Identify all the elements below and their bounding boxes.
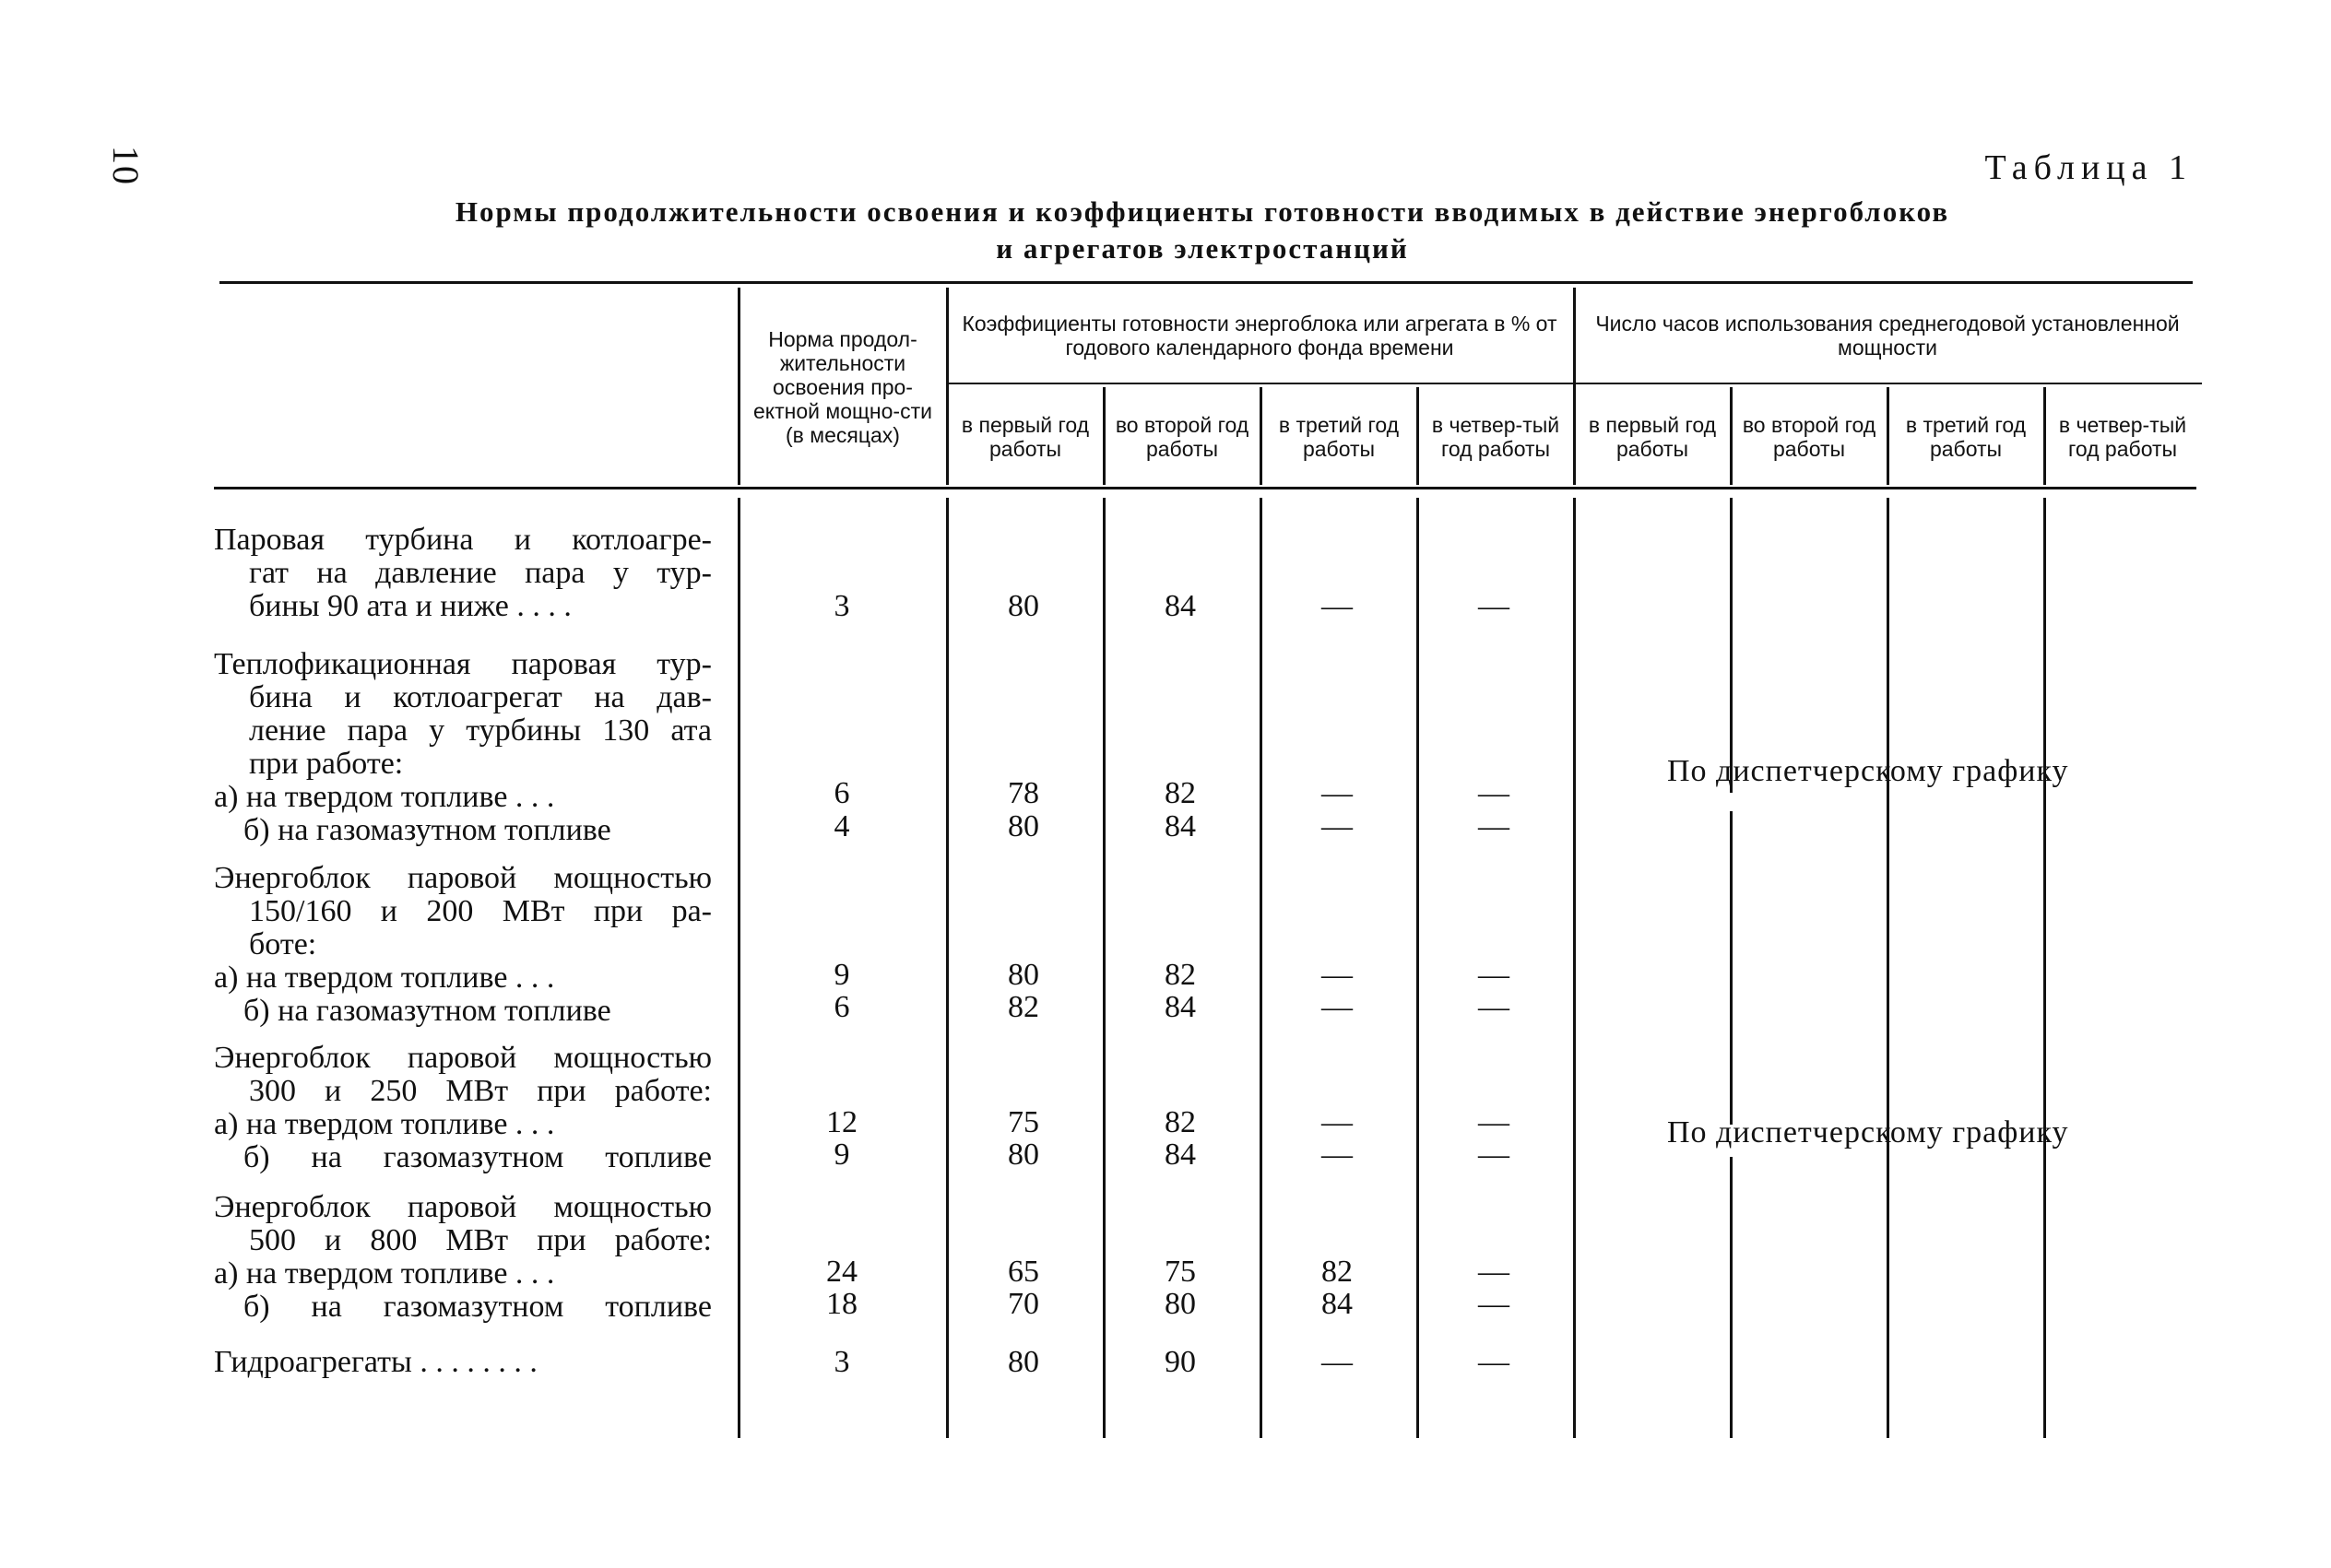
row-label-line: при работе: — [249, 748, 404, 781]
table-cell: 12 — [826, 1105, 858, 1139]
table-cell: — — [1321, 589, 1353, 623]
row-label — [214, 1191, 712, 1324]
table-cell: 82 — [1165, 1105, 1196, 1139]
body-divider — [946, 498, 949, 1438]
header-coef-year-2: во второй год работы — [1115, 413, 1249, 461]
table-cell: — — [1478, 589, 1509, 623]
row-label-line: бины 90 ата и ниже . . . . — [249, 590, 572, 623]
table-title-line: и агрегатов электростанций — [996, 232, 1409, 265]
row-label-line: ление пара у турбины 130 ата — [249, 714, 712, 748]
header-hours-year-3: в третий год работы — [1905, 413, 2027, 461]
header-hours-year-2: во второй год работы — [1742, 413, 1876, 461]
table-cell: 84 — [1321, 1287, 1353, 1321]
body-divider — [1730, 498, 1733, 793]
table-cell: — — [1478, 1255, 1509, 1289]
header-divider — [1416, 387, 1419, 485]
table-cell: 70 — [1008, 1287, 1039, 1321]
body-divider — [1260, 498, 1262, 1438]
header-norm: Норма продол-жительности освоения про-ектной мощно-сти (в месяцах) — [753, 327, 932, 447]
table-cell: 80 — [1008, 589, 1039, 623]
row-label-line: а) на твердом топливе . . . — [214, 961, 555, 995]
row-label-line: Энергоблок паровой мощностью — [214, 1191, 712, 1224]
row-label-line: боте: — [249, 928, 317, 961]
row-label-line: Паровая турбина и котлоагре- — [214, 524, 712, 557]
row-label-line: б) на газомазутном топливе — [243, 995, 611, 1028]
row-label-line: а) на твердом топливе . . . — [214, 1257, 555, 1291]
table-cell: — — [1478, 1345, 1509, 1379]
row-label-line: б) на газомазутном топливе — [243, 1291, 712, 1324]
table-cell: — — [1478, 1105, 1509, 1139]
body-divider — [1887, 498, 1889, 1438]
row-label-line: 300 и 250 МВт при работе: — [249, 1075, 712, 1108]
header-divider — [1103, 387, 1106, 485]
table-cell: — — [1321, 809, 1353, 843]
header-divider — [1260, 387, 1262, 485]
table-cell: 80 — [1008, 1138, 1039, 1172]
table-cell: 84 — [1165, 1138, 1196, 1172]
row-label-line: Теплофикационная паровая тур- — [214, 648, 712, 681]
header-divider — [2043, 387, 2046, 485]
table-cell: 90 — [1165, 1345, 1196, 1379]
merged-cell-text: По диспетчерскому графику — [1667, 1115, 2069, 1149]
row-label — [214, 524, 712, 623]
table-cell: 6 — [834, 990, 850, 1024]
table-cell: 82 — [1008, 990, 1039, 1024]
table-cell: — — [1478, 809, 1509, 843]
table-top-rule — [219, 281, 2193, 284]
row-label-line: б) на газомазутном топливе — [243, 814, 611, 847]
table-cell: — — [1321, 1138, 1353, 1172]
table-cell: 3 — [834, 589, 850, 623]
table-cell: 80 — [1008, 1345, 1039, 1379]
table-cell: 82 — [1321, 1255, 1353, 1289]
table-cell: 82 — [1165, 776, 1196, 810]
body-divider — [1730, 1157, 1733, 1438]
row-label-line: гат на давление пара у тур- — [249, 557, 712, 590]
table-cell: 9 — [834, 1138, 850, 1172]
table-cell: — — [1478, 1138, 1509, 1172]
table-cell: — — [1478, 958, 1509, 992]
header-hours-group: Число часов использования среднегодовой установленной мощности — [1595, 312, 2180, 360]
table-title — [0, 194, 2331, 267]
header-hours-year-4: в четвер-тый год работы — [2058, 413, 2187, 461]
row-label — [214, 862, 712, 1028]
row-label-line: бина и котлоагрегат на дав- — [249, 681, 712, 714]
table-cell: 82 — [1165, 958, 1196, 992]
row-label-line: Энергоблок паровой мощностью — [214, 862, 712, 895]
header-divider — [1573, 288, 1576, 485]
table-cell: — — [1478, 776, 1509, 810]
table-cell: 3 — [834, 1345, 850, 1379]
merged-cell-text: По диспетчерскому графику — [1667, 754, 2069, 788]
header-coef-group: Коэффициенты готовности энергоблока или агрегата в % от годового календарного фонда времени — [962, 312, 1557, 360]
table-cell: 80 — [1008, 809, 1039, 843]
table-cell: 9 — [834, 958, 850, 992]
row-label-line: 500 и 800 МВт при работе: — [249, 1224, 712, 1257]
table-cell: — — [1321, 1105, 1353, 1139]
table-cell: 75 — [1165, 1255, 1196, 1289]
table-title-line: Нормы продолжительности освоения и коэффициенты готовности вводимых в действие энергоблоков — [455, 195, 1950, 228]
table-cell: — — [1478, 1287, 1509, 1321]
body-divider — [1103, 498, 1106, 1438]
header-coef-year-3: в третий год работы — [1278, 413, 1400, 461]
row-label-line: а) на твердом топливе . . . — [214, 1108, 555, 1141]
table-cell: 4 — [834, 809, 850, 843]
table-cell: 65 — [1008, 1255, 1039, 1289]
table-cell: — — [1478, 990, 1509, 1024]
table-cell: 6 — [834, 776, 850, 810]
table-cell: 84 — [1165, 589, 1196, 623]
header-divider — [1887, 387, 1889, 485]
table-cell: — — [1321, 990, 1353, 1024]
table-cell: 75 — [1008, 1105, 1039, 1139]
row-label-line: 150/160 и 200 МВт при ра- — [249, 895, 712, 928]
body-divider — [2043, 498, 2046, 1438]
table-cell: 84 — [1165, 809, 1196, 843]
header-bottom-rule — [214, 487, 2196, 489]
row-label-line: а) на твердом топливе . . . — [214, 781, 555, 814]
header-divider — [1730, 387, 1733, 485]
page-number: 10 — [105, 146, 147, 186]
body-divider — [738, 498, 740, 1438]
row-label — [214, 1042, 712, 1174]
table-cell: — — [1321, 776, 1353, 810]
row-label-line: Энергоблок паровой мощностью — [214, 1042, 712, 1075]
body-divider — [1416, 498, 1419, 1438]
header-divider — [946, 288, 949, 485]
body-divider — [1730, 811, 1733, 1125]
table-cell: 78 — [1008, 776, 1039, 810]
table-cell: 80 — [1165, 1287, 1196, 1321]
table-label: Таблица 1 — [1984, 148, 2193, 187]
table-cell: 80 — [1008, 958, 1039, 992]
table-cell: 24 — [826, 1255, 858, 1289]
table-cell: 84 — [1165, 990, 1196, 1024]
header-coef-year-1: в первый год работы — [961, 413, 1090, 461]
table-cell: — — [1321, 958, 1353, 992]
row-label — [214, 1346, 712, 1379]
row-label-line: б) на газомазутном топливе — [243, 1141, 712, 1174]
header-coef-year-4: в четвер-тый год работы — [1431, 413, 1560, 461]
body-divider — [1573, 498, 1576, 1438]
table-cell: — — [1321, 1345, 1353, 1379]
row-label — [214, 648, 712, 847]
row-label-line: Гидроагрегаты . . . . . . . . — [214, 1346, 538, 1379]
header-divider — [738, 288, 740, 485]
table-cell: 18 — [826, 1287, 858, 1321]
header-hours-year-1: в первый год работы — [1588, 413, 1717, 461]
